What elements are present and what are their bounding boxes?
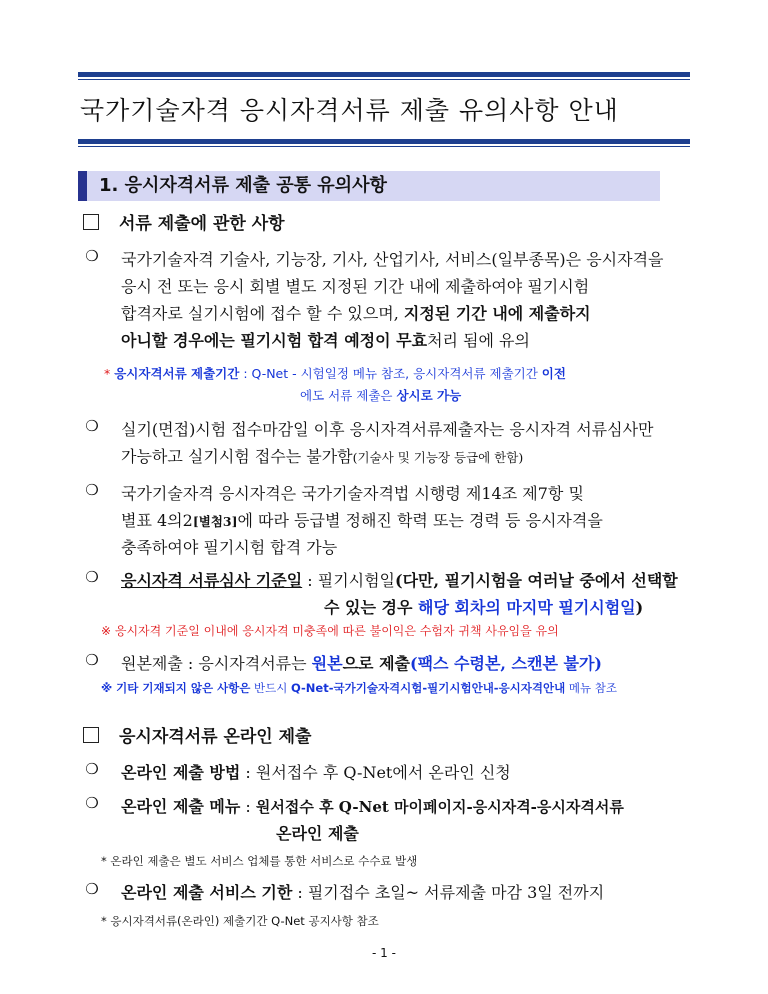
- circle-bullet-icon: ❍: [85, 481, 99, 499]
- item-line: 국가기술자격 기술사, 기능장, 기사, 산업기사, 서비스(일부종목)은 응시자격을: [121, 250, 664, 269]
- text-run: 별표 4의2: [121, 511, 193, 530]
- page-number: - 1 -: [372, 946, 396, 960]
- circle-bullet-icon: ❍: [85, 794, 99, 812]
- text-run: : 필기시험일: [302, 571, 396, 590]
- text-run: 원본제출 : 응시자격서류는: [121, 654, 312, 673]
- text-run: 에도 서류 제출은: [300, 388, 397, 403]
- circle-bullet-icon: ❍: [85, 247, 99, 265]
- emphasis-text: 온라인 제출 방법: [121, 763, 241, 782]
- emphasis-text: 지정된 기간 내에 제출하지: [403, 304, 591, 323]
- subsection-title: 응시자격서류 온라인 제출: [119, 727, 312, 747]
- item-line: [121, 760, 511, 783]
- text-run: 가능하고 실기시험 접수는 불가함: [121, 447, 353, 466]
- title-block: [78, 72, 690, 147]
- text-run: 메뉴 참조: [565, 681, 617, 695]
- note-submission-period: [104, 364, 566, 382]
- item-line: [121, 651, 602, 674]
- note-online-period: * 응시자격서류(온라인) 제출기간 Q-Net 공지사항 참조: [101, 914, 379, 928]
- item-line: [324, 595, 643, 618]
- small-text: (기술사 및 기능장 등급에 한함): [352, 450, 524, 465]
- item-line: [121, 568, 678, 591]
- text-run: 에 따라 등급별 정해진 학력 또는 경력 등 응시자격을: [237, 511, 603, 530]
- checkbox-square-icon: [83, 727, 99, 743]
- item-line: [276, 821, 359, 844]
- emphasis-text: 수 있는 경우: [324, 598, 418, 617]
- emphasis-text: ※ 기타 기재되지 않은 사항은: [101, 681, 251, 695]
- emphasis-text: 온라인 제출 메뉴: [121, 797, 241, 816]
- emphasis-text: Q-Net-국가기술자격시험-필기시험안내-응시자격안내: [291, 681, 566, 695]
- item-line: [121, 328, 530, 351]
- item-line: [121, 444, 523, 467]
- subsection-title: 서류 제출에 관한 사항: [119, 214, 285, 234]
- text-run: : 필기접수 초일~ 서류제출 마감 3일 전까지: [292, 883, 605, 902]
- note-other-matters: [101, 680, 617, 696]
- emphasis-text: 원본: [311, 654, 343, 673]
- item-line: [121, 301, 591, 324]
- text-run: : Q-Net - 시험일정 메뉴 참조, 응시자격서류 제출기간: [239, 366, 542, 381]
- item-line: 응시 전 또는 응시 회별 별도 지정된 기간 내에 제출하여야 필기시험: [121, 277, 590, 296]
- emphasis-text: (팩스 수령본, 스캔본 불가): [410, 654, 602, 673]
- item-line: 국가기술자격 응시자격은 국가기술자격법 시행령 제14조 제7항 및: [121, 484, 584, 503]
- item-line: 충족하여야 필기시험 합격 가능: [121, 538, 338, 557]
- section-heading: 1. 응시자격서류 제출 공통 유의사항: [78, 171, 660, 201]
- title-bottom-thin-rule: [78, 146, 690, 147]
- circle-bullet-icon: ❍: [85, 417, 99, 435]
- emphasis-text: 온라인 제출 서비스 기한: [121, 883, 293, 902]
- text-run: 처리 됨에 유의: [427, 331, 530, 350]
- item-line: 실기(면접)시험 접수마감일 이후 응시자격서류제출자는 응시자격 서류심사만: [121, 420, 654, 439]
- text-run: : 원서접수 후 Q-Net에서 온라인 신청: [240, 763, 511, 782]
- text-run: 반드시: [250, 681, 292, 695]
- text-run: ): [635, 598, 644, 617]
- item-line: [121, 794, 624, 817]
- emphasis-text: 상시로 가능: [396, 388, 462, 403]
- note-reference-warning: ※ 응시자격 기준일 이내에 응시자격 미충족에 따른 불이익은 수험자 귀책 사유임을 유의: [101, 624, 559, 638]
- emphasis-text: 응시자격 서류심사 기준일: [121, 571, 303, 590]
- item-line: [121, 880, 604, 903]
- emphasis-text: 원서접수 후 Q-Net 마이페이지-응시자격-응시자격서류: [255, 798, 624, 816]
- title-bottom-rule: [78, 139, 690, 144]
- text-run: 합격자로 실기시험에 접수 할 수 있으며,: [121, 304, 404, 323]
- attachment-ref: [별첨3]: [192, 514, 238, 529]
- text-run: :: [240, 797, 256, 816]
- emphasis-text: 응시자격서류 제출기간: [114, 366, 240, 381]
- item-line: [121, 508, 603, 531]
- note-submission-period-cont: [300, 386, 461, 404]
- emphasis-text: 온라인 제출: [276, 824, 359, 843]
- circle-bullet-icon: ❍: [85, 651, 99, 669]
- note-fee: * 온라인 제출은 별도 서비스 업체를 통한 서비스로 수수료 발생: [101, 854, 418, 868]
- circle-bullet-icon: ❍: [85, 760, 99, 778]
- checkbox-square-icon: [83, 214, 99, 230]
- page-title: 국가기술자격 응시자격서류 제출 유의사항 안내: [80, 96, 619, 125]
- subsection-heading-1: [83, 209, 285, 234]
- note-marker: *: [104, 366, 111, 381]
- emphasis-text: 이전: [541, 366, 566, 381]
- emphasis-text: 아니할 경우에는 필기시험 합격 예정이 무효: [121, 331, 428, 350]
- emphasis-text: 으로 제출: [342, 654, 410, 673]
- title-top-rule: [78, 72, 690, 77]
- subsection-heading-2: [83, 722, 311, 747]
- emphasis-text: 해당 회차의 마지막 필기시험일: [418, 598, 636, 617]
- circle-bullet-icon: ❍: [85, 880, 99, 898]
- emphasis-text: (다만, 필기시험을 여러날 중에서 선택할: [395, 571, 678, 590]
- circle-bullet-icon: ❍: [85, 568, 99, 586]
